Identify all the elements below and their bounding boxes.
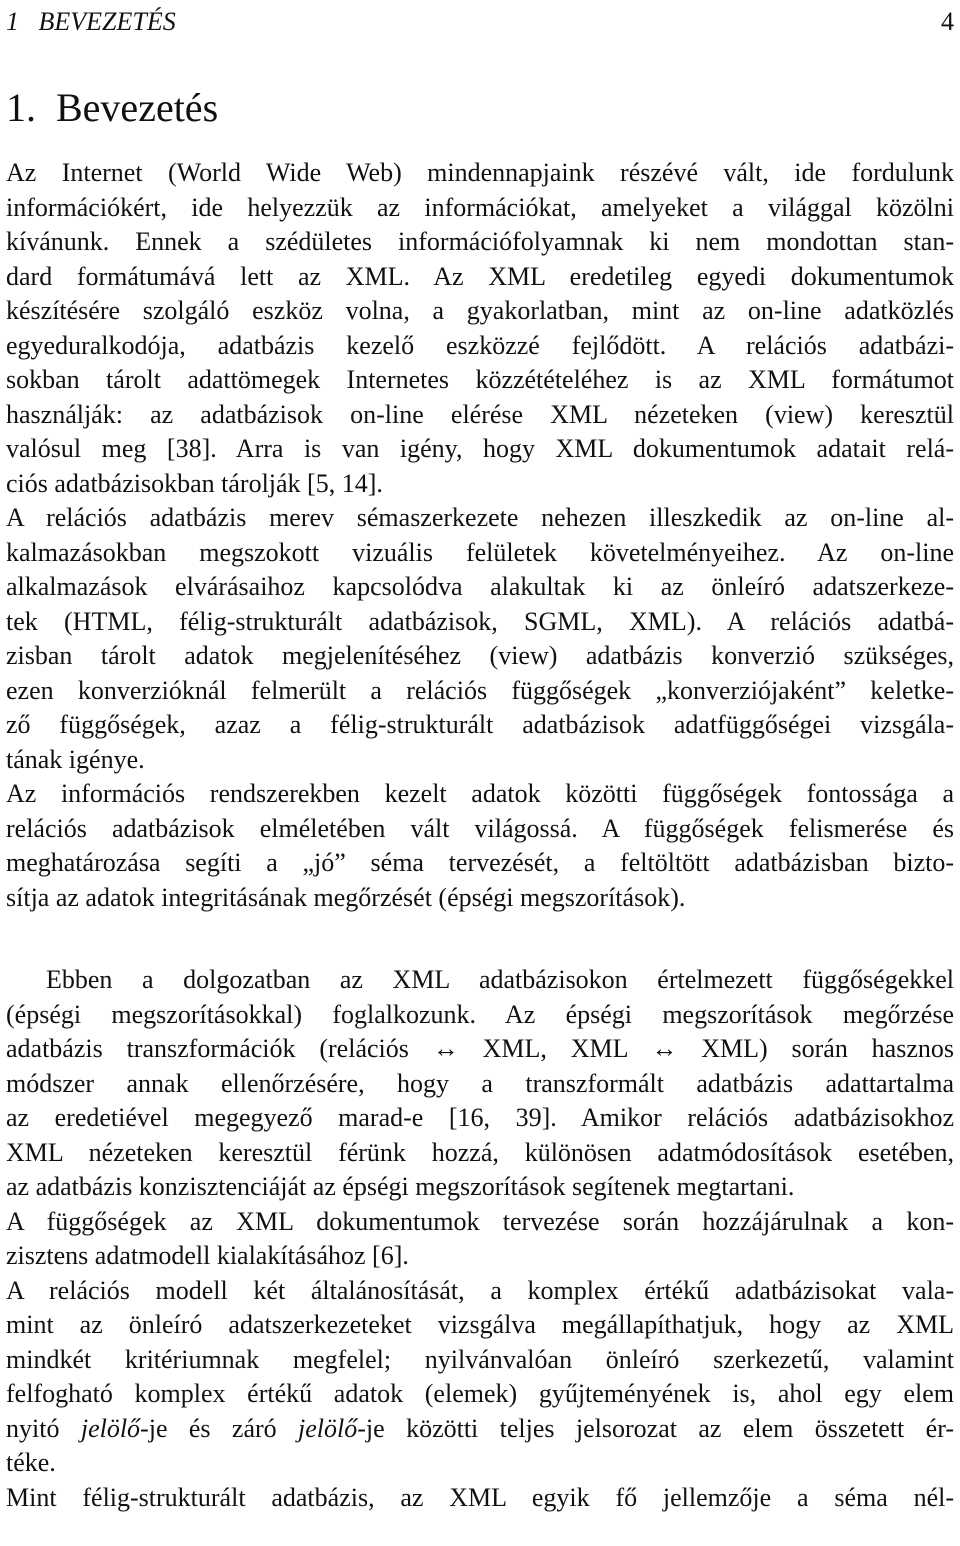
text-line: meghatározása segíti a „jó” séma tervezését, a feltöltött adatbázisban bizto- <box>6 848 954 877</box>
paragraph-6 <box>6 1274 954 1481</box>
text-line: Az Internet (World Wide Web) mindennapjaink részévé vált, ide fordulunk <box>6 158 954 187</box>
text-line: ző függőségek, azaz a félig-strukturált adatbázisok adatfüggőségei vizsgála- <box>6 710 954 739</box>
text-line: módszer annak ellenőrzésére, hogy a transzformált adatbázis adattartalma <box>6 1068 954 1098</box>
text-line: egyeduralkodója, adatbázis kezelő eszközzé fejlődött. A relációs adatbázi- <box>6 330 954 360</box>
paragraph-1 <box>6 156 954 501</box>
section-heading: 1. Bevezetés <box>6 85 219 130</box>
text-fragment: nyitó <box>6 1413 81 1443</box>
paragraph-gap <box>6 915 954 963</box>
text-line: A relációs modell két általánosítását, a komplex értékű adatbázisokat vala- <box>6 1275 954 1305</box>
text-line: Ebben a dolgozatban az XML adatbázisokon értelmezett függőségekkel <box>46 965 954 994</box>
text-line: relációs adatbázisok elméletében vált világossá. A függőségek felismerése és <box>6 813 954 843</box>
text-line: Mint félig-strukturált adatbázis, az XML egyik fő jellemzője a séma nél- <box>6 1482 954 1512</box>
paragraph-7 <box>6 1481 954 1516</box>
running-head <box>6 2 954 42</box>
text-line: sítja az adatok integritásának megőrzését (épségi megszorítások). <box>6 882 686 912</box>
text-line: valósul meg [38]. Arra is van igény, hogy XML dokumentumok adatait relá- <box>6 434 954 463</box>
text-fragment: -je közötti teljes jelsorozat az elem összetett ér- <box>357 1413 955 1443</box>
text-line: zisztens adatmodell kialakításához [6]. <box>6 1241 409 1270</box>
text-line: Az információs rendszerekben kezelt adatok közötti függőségek fontossága a <box>6 779 954 808</box>
text-line: használják: az adatbázisok on-line elérése XML nézeteken (view) keresztül <box>6 399 954 429</box>
running-head-section: 1 BEVEZETÉS <box>6 7 176 36</box>
text-line: az eredetiével megegyező marad-e [16, 39]. Amikor relációs adatbázisokhoz <box>6 1103 954 1132</box>
paragraph-5 <box>6 1205 954 1274</box>
text-line-with-emphasis <box>6 1412 954 1447</box>
paragraph-3 <box>6 777 954 915</box>
text-line: mindkét kritériumnak megfelel; nyilvánvalóan önleíró szerkezetű, valamint <box>6 1344 954 1374</box>
emphasized-term: jelölő <box>298 1413 358 1443</box>
text-line: sokban tárolt adattömegek Internetes közzétételéhez is az XML formátumot <box>6 365 954 394</box>
paragraph-4 <box>6 963 954 1205</box>
paragraph-2 <box>6 501 954 777</box>
body-text <box>6 156 954 1515</box>
text-line: dard formátumává lett az XML. Az XML eredetileg egyedi dokumentumok <box>6 261 954 291</box>
text-line: ciós adatbázisokban tárolják [5, 14]. <box>6 468 383 498</box>
text-line: készítésére szolgáló eszköz volna, a gyakorlatban, mint az on-line adatközlés <box>6 296 954 325</box>
emphasized-term: jelölő <box>80 1413 141 1443</box>
page-number: 4 <box>941 7 954 36</box>
text-line: téke. <box>6 1448 56 1477</box>
text-line: ezen konverzióknál felmerült a relációs függőségek „konverziójaként” keletke- <box>6 675 954 705</box>
text-line: adatbázis transzformációk (relációs ↔ XML, XML ↔ XML) során hasznos <box>6 1034 954 1063</box>
text-line: az adatbázis konzisztenciáját az épségi megszorítások segítenek megtartani. <box>6 1172 795 1201</box>
text-line: (épségi megszorításokkal) foglalkozunk. Az épségi megszorítások megőrzése <box>6 999 954 1029</box>
text-line: A relációs adatbázis merev sémaszerkezete nehezen illeszkedik az on-line al- <box>6 503 954 532</box>
text-line: kívánunk. Ennek a szédületes információfolyamnak ki nem mondottan stan- <box>6 227 954 256</box>
text-line: alkalmazások elvárásaihoz kapcsolódva alakultak ki az önleíró adatszerkeze- <box>6 572 954 601</box>
text-line: zisban tárolt adatok megjelenítéséhez (view) adatbázis konverzió szükséges, <box>6 641 954 670</box>
text-line: felfogható komplex értékű adatok (elemek) gyűjteményének is, ahol egy elem <box>6 1379 954 1408</box>
text-line: mint az önleíró adatszerkezeteket vizsgálva megállapíthatjuk, hogy az XML <box>6 1310 954 1339</box>
text-line: kalmazásokban megszokott vizuális felületek követelményeihez. Az on-line <box>6 537 954 567</box>
text-line: tek (HTML, félig-strukturált adatbázisok, SGML, XML). A relációs adatbá- <box>6 606 954 636</box>
text-line: információkért, ide helyezzük az információkat, amelyeket a világgal közölni <box>6 192 954 222</box>
text-fragment: -je és záró <box>140 1413 299 1443</box>
text-line: A függőségek az XML dokumentumok tervezése során hozzájárulnak a kon- <box>6 1206 954 1236</box>
text-line: tának igénye. <box>6 744 145 774</box>
text-line: XML nézeteken keresztül férünk hozzá, különösen adatmódosítások esetében, <box>6 1137 954 1167</box>
